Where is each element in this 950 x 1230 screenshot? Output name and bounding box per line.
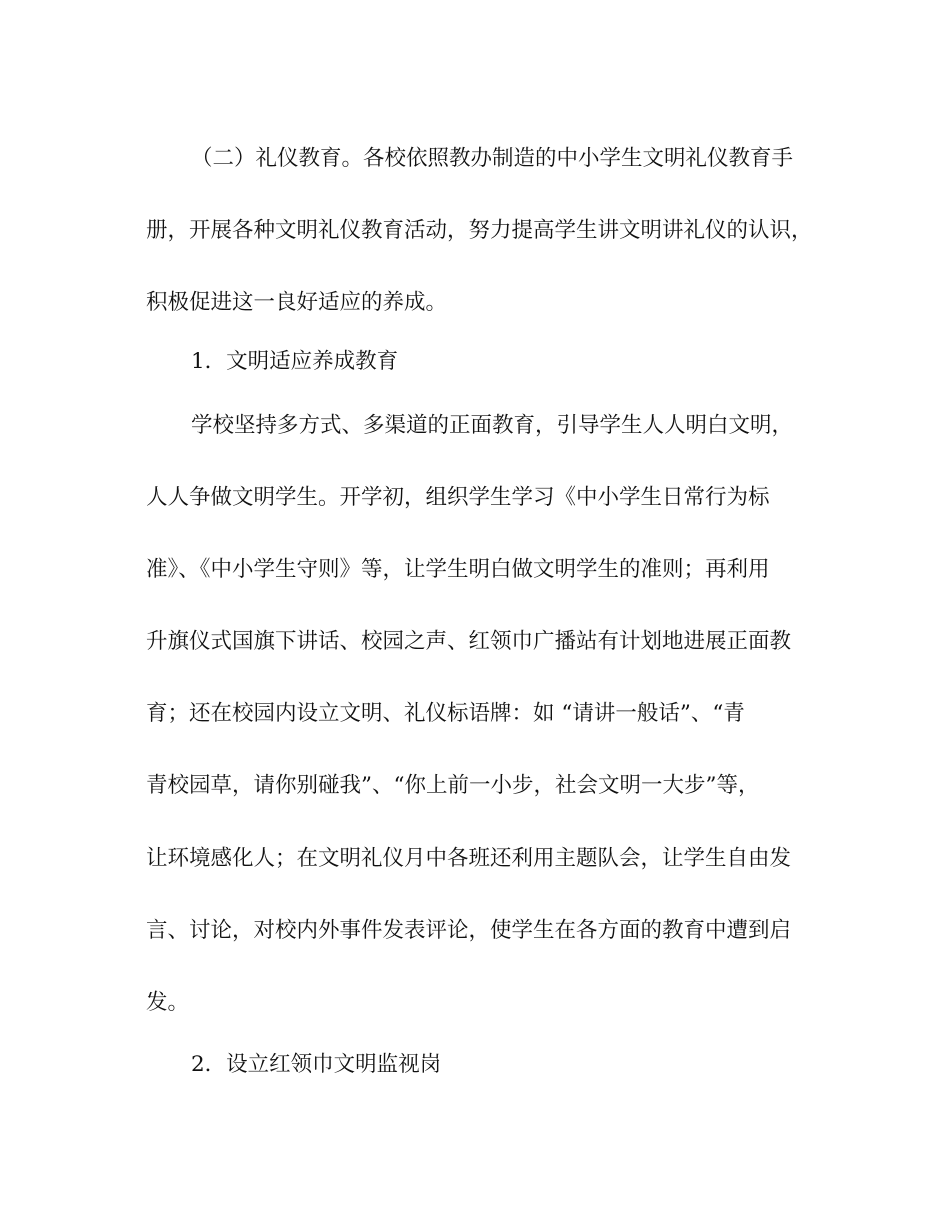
paragraph-habits-line-5: 育；还在校园内设立文明、礼仪标语牌：如 “请讲一般话”、“青: [146, 701, 745, 726]
paragraph-habits-line-4: 升旗仪式国旗下讲话、校园之声、红领巾广播站有计划地进展正面教: [146, 629, 792, 654]
paragraph-etiquette-line-2: 册，开展各种文明礼仪教育活动，努力提高学生讲文明讲礼仪的认识，: [146, 218, 813, 243]
paragraph-habits-line-2: 人人争做文明学生。开学初，组织学生学习《中小学生日常行为标: [146, 485, 770, 510]
paragraph-habits-line-7: 让环境感化人；在文明礼仪月中各班还利用主题队会，让学生自由发: [146, 846, 792, 871]
section-heading-1: 1．文明适应养成教育: [191, 349, 399, 374]
paragraph-habits-line-3: 准》、《中小学生守则》等，让学生明白做文明学生的准则；再利用: [146, 557, 770, 582]
paragraph-habits-line-1: 学校坚持多方式、多渠道的正面教育，引导学生人人明白文明，: [191, 413, 794, 438]
paragraph-habits-line-8: 言、讨论，对校内外事件发表评论，使学生在各方面的教育中遭到启: [146, 918, 792, 943]
paragraph-habits-line-6: 青校园草，请你别碰我”、“你上前一小步，社会文明一大步”等，: [146, 773, 760, 798]
paragraph-etiquette-line-1: （二）礼仪教育。各校依照教办制造的中小学生文明礼仪教育手: [191, 146, 794, 171]
section-heading-2: 2．设立红领巾文明监视岗: [191, 1052, 442, 1077]
paragraph-habits-line-9: 发。: [146, 990, 190, 1015]
paragraph-etiquette-line-3: 积极促进这一良好适应的养成。: [146, 290, 448, 315]
